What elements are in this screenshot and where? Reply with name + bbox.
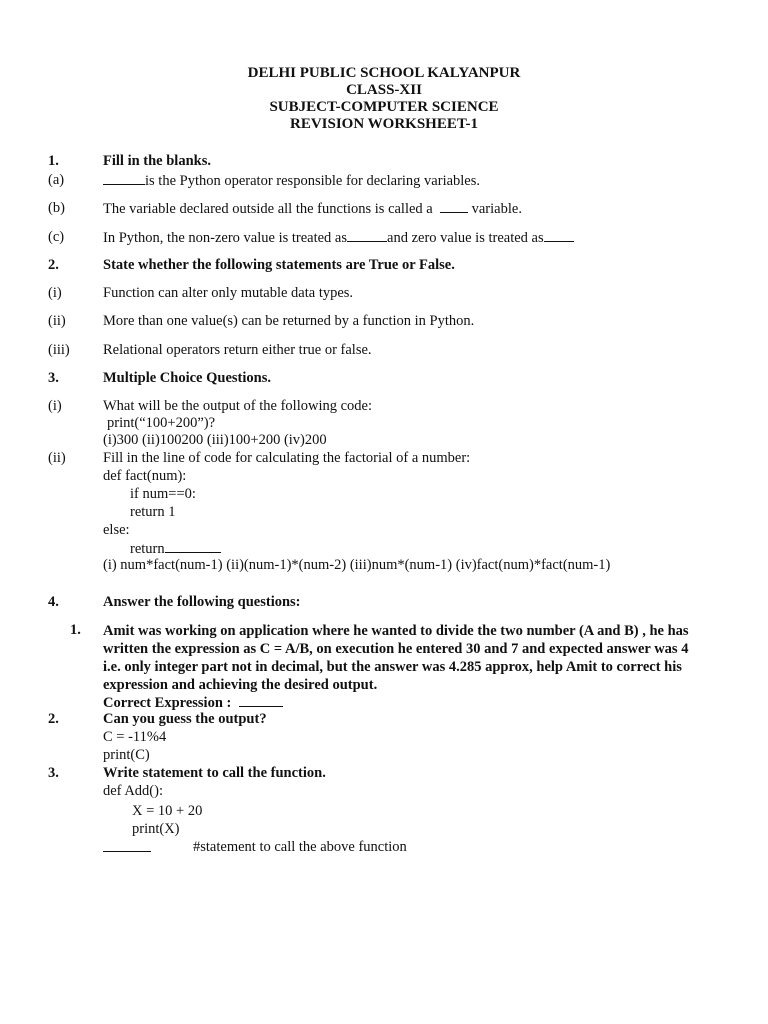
- q4-1-answer: [103, 694, 283, 712]
- q1c-mid: and zero value is treated as: [387, 230, 544, 246]
- blank: [103, 839, 151, 852]
- q4-1-number: 1.: [70, 622, 81, 638]
- blank: [544, 229, 574, 242]
- q3ii-code-line1: def fact(num):: [103, 468, 187, 484]
- q1a-post: is the Python operator responsible for declaring variables.: [145, 173, 481, 189]
- q4-3-number: 3.: [48, 765, 59, 781]
- q1b-post: variable.: [471, 201, 522, 217]
- q3ii-question: Fill in the line of code for calculating the factorial of a number:: [103, 450, 471, 466]
- blank: [440, 200, 468, 213]
- q4-number: 4.: [48, 594, 59, 610]
- q2iii-label: (iii): [48, 342, 70, 358]
- q3ii-options: (i) num*fact(num-1) (ii)(num-1)*(num-2) (iii)num*(num-1) (iv)fact(num)*fact(num-1): [103, 557, 611, 573]
- q3i-label: (i): [48, 398, 62, 414]
- q1b-pre: The variable declared outside all the functions is called a: [103, 201, 433, 217]
- q1c-label: (c): [48, 229, 65, 245]
- q3-title: Multiple Choice Questions.: [103, 370, 271, 386]
- q4-3-code-line1: def Add():: [103, 783, 163, 799]
- q4-1-line: written the expression as C = A/B, on execution he entered 30 and 7 and expected answer was 4: [103, 641, 689, 657]
- q4-3-comment: #statement to call the above function: [193, 839, 407, 855]
- blank: [103, 172, 145, 185]
- q3i-code: print(“100+200”)?: [107, 415, 216, 431]
- q1a-text: [103, 172, 480, 190]
- q4-3-title: Write statement to call the function.: [103, 765, 326, 781]
- q2i-label: (i): [48, 285, 62, 301]
- school-name: DELHI PUBLIC SCHOOL KALYANPUR: [247, 65, 521, 81]
- q3i-question: What will be the output of the following code:: [103, 398, 372, 414]
- q3ii-return: return: [130, 541, 165, 557]
- subject-name: SUBJECT-COMPUTER SCIENCE: [269, 99, 499, 115]
- blank: [347, 229, 387, 242]
- q1c-text: [103, 229, 574, 247]
- q4-1-line: Amit was working on application where he wanted to divide the two number (A and B) , he has: [103, 623, 689, 639]
- q2-number: 2.: [48, 257, 59, 273]
- q4-title: Answer the following questions:: [103, 594, 301, 610]
- q4-1-text: [103, 622, 743, 694]
- q3ii-code-line5: [130, 540, 221, 558]
- q3ii-code-line3: return 1: [130, 504, 176, 520]
- q4-3-code-line2: X = 10 + 20: [132, 803, 203, 819]
- q1c-pre: In Python, the non-zero value is treated as: [103, 230, 348, 246]
- q3-number: 3.: [48, 370, 59, 386]
- correct-expression-label: Correct Expression :: [103, 695, 232, 711]
- blank: [239, 694, 283, 707]
- q1-title: Fill in the blanks.: [103, 153, 211, 169]
- q4-1-line: i.e. only integer part not in decimal, but the answer was 4.285 approx, help Amit to correct his: [103, 659, 682, 675]
- q1b-label: (b): [48, 200, 65, 216]
- q2ii-text: More than one value(s) can be returned by a function in Python.: [103, 313, 475, 329]
- q4-2-code-line1: C = -11%4: [103, 729, 167, 745]
- q2-title: State whether the following statements are True or False.: [103, 257, 455, 273]
- q2i-text: Function can alter only mutable data types.: [103, 285, 354, 301]
- q2iii-text: Relational operators return either true or false.: [103, 342, 372, 358]
- q3i-options: (i)300 (ii)100200 (iii)100+200 (iv)200: [103, 432, 327, 448]
- class-name: CLASS-XII: [346, 82, 422, 98]
- q3ii-code-line2: if num==0:: [130, 486, 196, 502]
- q1b-text: [103, 200, 522, 218]
- q3ii-code-line4: else:: [103, 522, 130, 538]
- q4-2-title: Can you guess the output?: [103, 711, 267, 727]
- q4-3-code-line3: print(X): [132, 821, 180, 837]
- q4-3-call-line: [103, 839, 151, 857]
- q1-number: 1.: [48, 153, 59, 169]
- q4-2-number: 2.: [48, 711, 59, 727]
- q4-2-code-line2: print(C): [103, 747, 150, 763]
- q4-1-line: expression and achieving the desired output.: [103, 677, 378, 693]
- q2ii-label: (ii): [48, 313, 66, 329]
- worksheet-title: REVISION WORKSHEET-1: [290, 116, 478, 132]
- q1a-label: (a): [48, 172, 65, 188]
- blank: [165, 540, 221, 553]
- q3ii-label: (ii): [48, 450, 66, 466]
